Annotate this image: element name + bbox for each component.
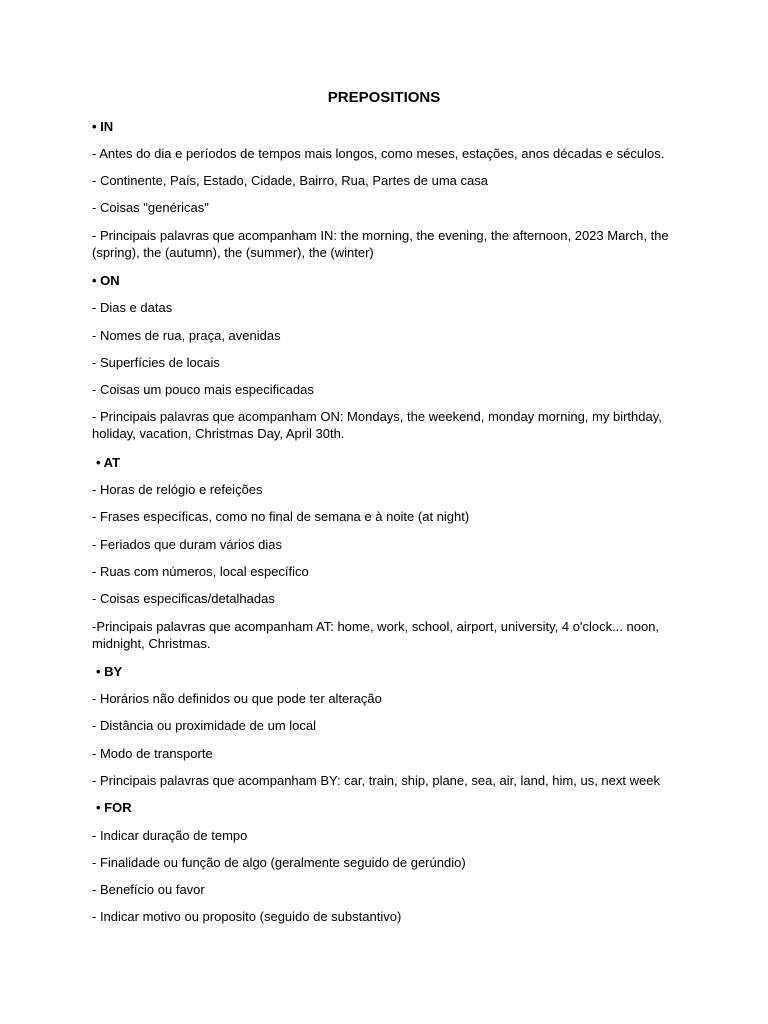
section-on-item: - Coisas um pouco mais especificadas — [92, 382, 314, 397]
section-at-item: - Coisas especificas/detalhadas — [92, 591, 275, 606]
section-at-item: - Feriados que duram vários dias — [92, 537, 283, 552]
section-by-item: - Distância ou proximidade de um local — [92, 718, 316, 733]
section-on-item: - Superfícies de locais — [92, 355, 220, 370]
section-by-item: - Horários não definidos ou que pode ter alteração — [92, 691, 382, 706]
page-title: PREPOSITIONS — [327, 89, 441, 106]
section-for-item: - Finalidade ou função de algo (geralmente seguido de gerúndio) — [92, 855, 466, 870]
section-in-item: - Antes do dia e períodos de tempos mais longos, como meses, estações, anos décadas e séculos. — [92, 146, 665, 161]
section-at-item: -Principais palavras que acompanham AT: home, work, school, airport, university, 4 o'clock... noon, midnight, Christmas. — [92, 619, 660, 651]
section-by-item: - Modo de transporte — [92, 746, 213, 761]
section-in-item: - Principais palavras que acompanham IN: the morning, the evening, the afternoon, 2023 March, the (spring), the (autumn), the (summer), the (winter) — [92, 228, 669, 260]
section-heading-by: • BY — [96, 664, 123, 679]
section-on-item: - Dias e datas — [92, 300, 173, 315]
section-at-item: - Ruas com números, local específico — [92, 564, 309, 579]
section-at-item: - Horas de relógio e refeições — [92, 482, 263, 497]
section-heading-on: • ON — [92, 273, 120, 288]
section-by-item: - Principais palavras que acompanham BY: car, train, ship, plane, sea, air, land, him, us, next week — [92, 773, 660, 788]
section-in-item: - Coisas "genéricas" — [92, 200, 209, 215]
section-on-item: - Nomes de rua, praça, avenidas — [92, 328, 281, 343]
section-for-item: - Benefício ou favor — [92, 882, 205, 897]
section-on-item: - Principais palavras que acompanham ON: Mondays, the weekend, monday morning, my birthday, holiday, vacation, Christmas Day, April 30th. — [92, 409, 662, 441]
section-for-item: - Indicar motivo ou proposito (seguido de substantivo) — [92, 909, 402, 924]
section-heading-in: • IN — [92, 119, 114, 134]
section-heading-for: • FOR — [96, 800, 132, 815]
section-heading-at: • AT — [96, 455, 121, 470]
section-at-item: - Frases específicas, como no final de semana e à noite (at night) — [92, 509, 470, 524]
section-for-item: - Indicar duração de tempo — [92, 828, 248, 843]
section-in-item: - Continente, País, Estado, Cidade, Bairro, Rua, Partes de uma casa — [92, 173, 488, 188]
